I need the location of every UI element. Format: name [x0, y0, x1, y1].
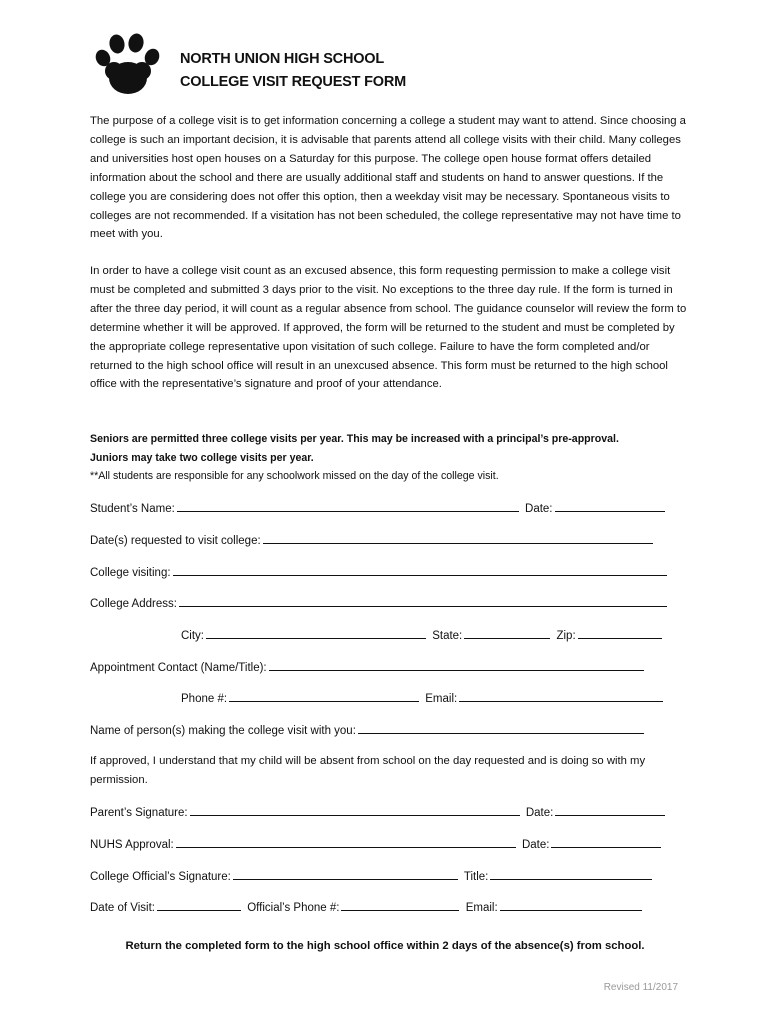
parent-date-label: Date:	[525, 807, 554, 819]
date-of-visit-field[interactable]	[157, 898, 241, 911]
student-name-field[interactable]	[177, 499, 519, 512]
nuhs-approval-field[interactable]	[176, 835, 516, 848]
college-address-field[interactable]	[179, 594, 667, 607]
official-email-field[interactable]	[500, 898, 642, 911]
appointment-contact-label: Appointment Contact (Name/Title):	[90, 662, 267, 674]
dates-requested-row	[90, 531, 656, 547]
city-state-zip-row	[181, 626, 665, 642]
paw-print-icon	[92, 30, 164, 102]
official-signature-row	[90, 867, 655, 883]
dates-requested-field[interactable]	[263, 531, 653, 544]
official-phone-label: Official’s Phone #:	[247, 902, 340, 914]
phone-email-row	[181, 689, 666, 705]
parent-signature-row	[90, 803, 668, 819]
phone-label: Phone #:	[181, 693, 228, 705]
date-of-visit-label: Date of Visit:	[90, 902, 155, 914]
parent-date-field[interactable]	[555, 803, 665, 816]
visit-limits-notice	[90, 430, 690, 486]
official-phone-field[interactable]	[341, 898, 459, 911]
college-address-row	[90, 594, 670, 610]
official-signature-field[interactable]	[233, 867, 458, 880]
zip-label: Zip:	[556, 630, 576, 642]
parent-consent-statement: If approved, I understand that my child will be absent from school on the day requested and is doing so with my permission.	[90, 755, 646, 786]
nuhs-date-field[interactable]	[551, 835, 661, 848]
nuhs-approval-label: NUHS Approval:	[90, 839, 174, 851]
appointment-contact-row	[90, 658, 647, 674]
persons-visiting-row	[90, 721, 647, 737]
city-label: City:	[181, 630, 204, 642]
college-visiting-field[interactable]	[173, 563, 667, 576]
persons-visiting-field[interactable]	[358, 721, 644, 734]
college-visiting-row	[90, 563, 670, 579]
phone-field[interactable]	[229, 689, 419, 702]
appointment-contact-field[interactable]	[269, 658, 644, 671]
persons-visiting-label: Name of person(s) making the college visit with you:	[90, 725, 356, 737]
nuhs-date-label: Date:	[521, 839, 550, 851]
zip-field[interactable]	[578, 626, 662, 639]
excused-absence-paragraph: In order to have a college visit count as an excused absence, this form requesting permission to make a college visit must be completed and submitted 3 days prior to the visit. No exceptions to the three day rule. If the form is turned in after the three day period, it will count as a regular absence from school. The guidance counselor will review the form to determine whether it will be approved. If approved, the form will be returned to the student and must be completed by the appropriate college representative upon visitation of such college. Failure to have the form completed and/or returned to the high school office will result in an unexcused absence. This form must be returned to the high school office with the representative’s signature and proof of your attendance.	[90, 265, 687, 391]
purpose-paragraph: The purpose of a college visit is to get information concerning a college a student may want to attend. Since choosing a college is such an important decision, it is advisable that parents attend all college visits with their child. Many colleges and universities host open houses on a Saturday for this purpose. The college open house format offers detailed information about the school and there are usually additional staff and students on hand to answer questions. If the college you are considering does not offer this option, then a weekday visit may be necessary. Spontaneous visits to colleges are not recommended. If a visitation has not been scheduled, the college representative may not have time to meet with you.	[90, 115, 686, 241]
revision-date: Revised 11/2017	[603, 982, 678, 993]
state-field[interactable]	[464, 626, 550, 639]
email-field[interactable]	[459, 689, 663, 702]
return-instructions: Return the completed form to the high school office within 2 days of the absence(s) from school.	[125, 940, 645, 952]
juniors-notice: Juniors may take two college visits per year.	[90, 451, 314, 464]
date-label: Date:	[525, 503, 553, 515]
city-field[interactable]	[206, 626, 426, 639]
state-label: State:	[432, 630, 463, 642]
seniors-notice: Seniors are permitted three college visits per year. This may be increased with a principal’s pre-approval.	[90, 433, 619, 445]
visit-details-row	[90, 898, 645, 914]
official-email-label: Email:	[465, 902, 498, 914]
dates-requested-label: Date(s) requested to visit college:	[90, 535, 261, 547]
college-visiting-label: College visiting:	[90, 567, 171, 579]
form-title: COLLEGE VISIT REQUEST FORM	[180, 74, 407, 90]
official-signature-label: College Official’s Signature:	[90, 871, 231, 883]
student-name-row	[90, 499, 668, 515]
schoolwork-notice: **All students are responsible for any schoolwork missed on the day of the college visit.	[90, 470, 499, 482]
parent-signature-field[interactable]	[190, 803, 520, 816]
student-date-field[interactable]	[555, 499, 665, 512]
college-address-label: College Address:	[90, 598, 177, 610]
student-name-label: Student’s Name:	[90, 503, 175, 515]
nuhs-approval-row	[90, 835, 664, 851]
title-label: Title:	[463, 871, 489, 883]
school-name: NORTH UNION HIGH SCHOOL	[180, 51, 385, 67]
title-field[interactable]	[490, 867, 652, 880]
parent-signature-label: Parent’s Signature:	[90, 807, 188, 819]
email-label: Email:	[425, 693, 458, 705]
